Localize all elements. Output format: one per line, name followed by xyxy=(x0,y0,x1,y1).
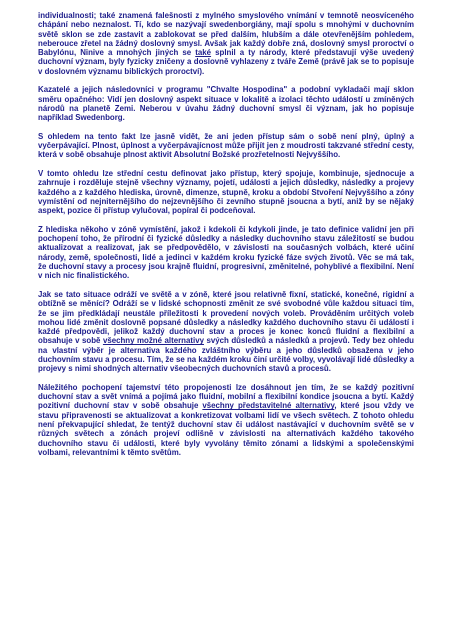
paragraph-7 xyxy=(38,383,414,457)
text-run: , které jsou vždy ve stavu připravenosti se aktualizovat a konkretizovat volbami lidí ve všech světech. Z tohoto ohledu není překvapující shledat, že tentýž duchovní stav či událost nastávající v duchovním světě se v různých světech a zónách projeví odlišně v závislosti na alternativách každého takového duchovního stavu či události, které byly vyvolány těmito zónami a lidskými a společenskými volbami, relevantními k těmto světům. xyxy=(38,401,414,457)
text-run: S ohledem na tento fakt lze jasně vidět, že ani jeden přístup sám o sobě není plný, úplný a vyčerpávající. Plnost, úplnost a vyčerpávajícnost může přijít jen z moudrosti takzvané střední cesty, která v sobě obsahuje plnost aktivit Absolutní Božské prozřetelnosti Nejvyššího. xyxy=(38,131,414,160)
text-run: individualnosti; také znamená falešnosti z mylného smyslového vnímání v temnotě neosvíceného chápání nebo neznalost. Tí, kdo se nazývají swedenborgiány, mají spolu s mnohými v duchovním světě sklon se zde zastavit a zablokovat se před dalším, hlubším a dále otevřenějším pohledem, neberouce zřetel na žádný doslovný smysl. Avšak jak každý dobře zná, doslovný smysl proroctví o Babylónu, Ninive a mnohých jiných se xyxy=(38,11,414,58)
paragraph-6 xyxy=(38,290,414,374)
text-run: Z hlediska někoho v zóně vymístění, jakož i kdekoli či kdykoli jinde, je tato definice validní jen při pochopení toho, že přírodní či fyzické důsledky a následky duchovního stavu záležitostí se budou aktualizovat a realizovat, jak se předpovědělo, v závislosti na současných volbách, které učiní národy, země, společnosti, lidé a jedinci v každém kroku fyzické fáze svých životů. Věc se má tak, že duchovní stavy a procesy jsou krajně fluidní, progresivní, změnitelné, pohyblivé a flexibilní. Není v nich nic finalistického. xyxy=(38,224,414,281)
underlined-text: také xyxy=(195,48,212,58)
text-run: svých důsledků a následků a projevů. Tedy bez ohledu na vlastní výběr je alternativa každého zvláštního výběru a jeho důsledků obsažena v jeho duchovním stavu a procesu. Tím, že se na každém kroku činí určité volby, vyvolávají lidé důsledky a projevy s nimi shodných alternativ všeobecných duchovních stavů a procesů. xyxy=(38,336,414,374)
text-run: splnil a ty národy, které představují výše uvedený duchovní význam, byly fyzicky zničeny a doslovně vyhlazeny z tváře Země (právě jak se to popisuje v doslovném významu biblických proroctví). xyxy=(38,48,414,76)
text-run: Kazatelé a jejich následovníci v programu "Chvalte Hospodina" a podobní vykladači mají sklon směru opačného: Vidí jen doslovný aspekt situace v lokalitě a izolaci těchto událostí u zmíněných národů na planetě Zemi. Neberou v úvahu žádný duchovní smysl či význam, jak ho popisuje například Swedenborg. xyxy=(38,85,414,123)
paragraph-4 xyxy=(38,169,414,215)
text-run: Náležitého pochopení tajemství této propojenosti lze dosáhnout jen tím, že se každý pozitivní duchovní stav a svět vnímá a pojímá jako fluidní, mobilní a flexibilní kondice jsoucna a bytí. Každý pozitivní duchovní stav v sobě obsahuje xyxy=(38,382,414,411)
text-run: Jak se tato situace odráží ve světě a v zóně, které jsou relativně fixní, statické, konečné, rigidní a obtížně se měnící? Odráží se v lidské schopnosti změnit ze své svobodné vůle každou situaci tím, že se jim předkládají neustále příležitosti k provedení nových voleb. Prováděním určitých voleb mohou lidé změnit doslovně popsané důsledky a následky každého duchovního stavu či událostí i každé předpovědi, jelikož každý duchovní stav a proces je konec konců fluidní a flexibilní a obsahuje v sobě xyxy=(38,289,414,346)
paragraph-2 xyxy=(38,85,414,122)
paragraph-1 xyxy=(38,11,414,76)
underlined-text: všechny možné alternativy xyxy=(102,336,204,346)
underlined-text: všechny představitelné alternativy xyxy=(202,401,335,411)
text-run: V tomto ohledu lze střední cestu definovat jako přístup, který spojuje, kombinuje, sjednocuje a zahrnuje i rozděluje stejně všechny významy, pojetí, události a jejich důsledky, následky a projevy každého a z každého hlediska, úrovně, dimenze, stupně, kroku a období Stvoření Nejvyššího a zóny vymístění od nejniternějšího do nejzevnějšího či zevního stupně jsoucna a bytí, aniž by se nějaký aspekt, pozice či přístup vylučoval, popíral či podceňoval. xyxy=(38,169,414,216)
paragraph-3 xyxy=(38,132,414,160)
paragraph-5 xyxy=(38,225,414,281)
